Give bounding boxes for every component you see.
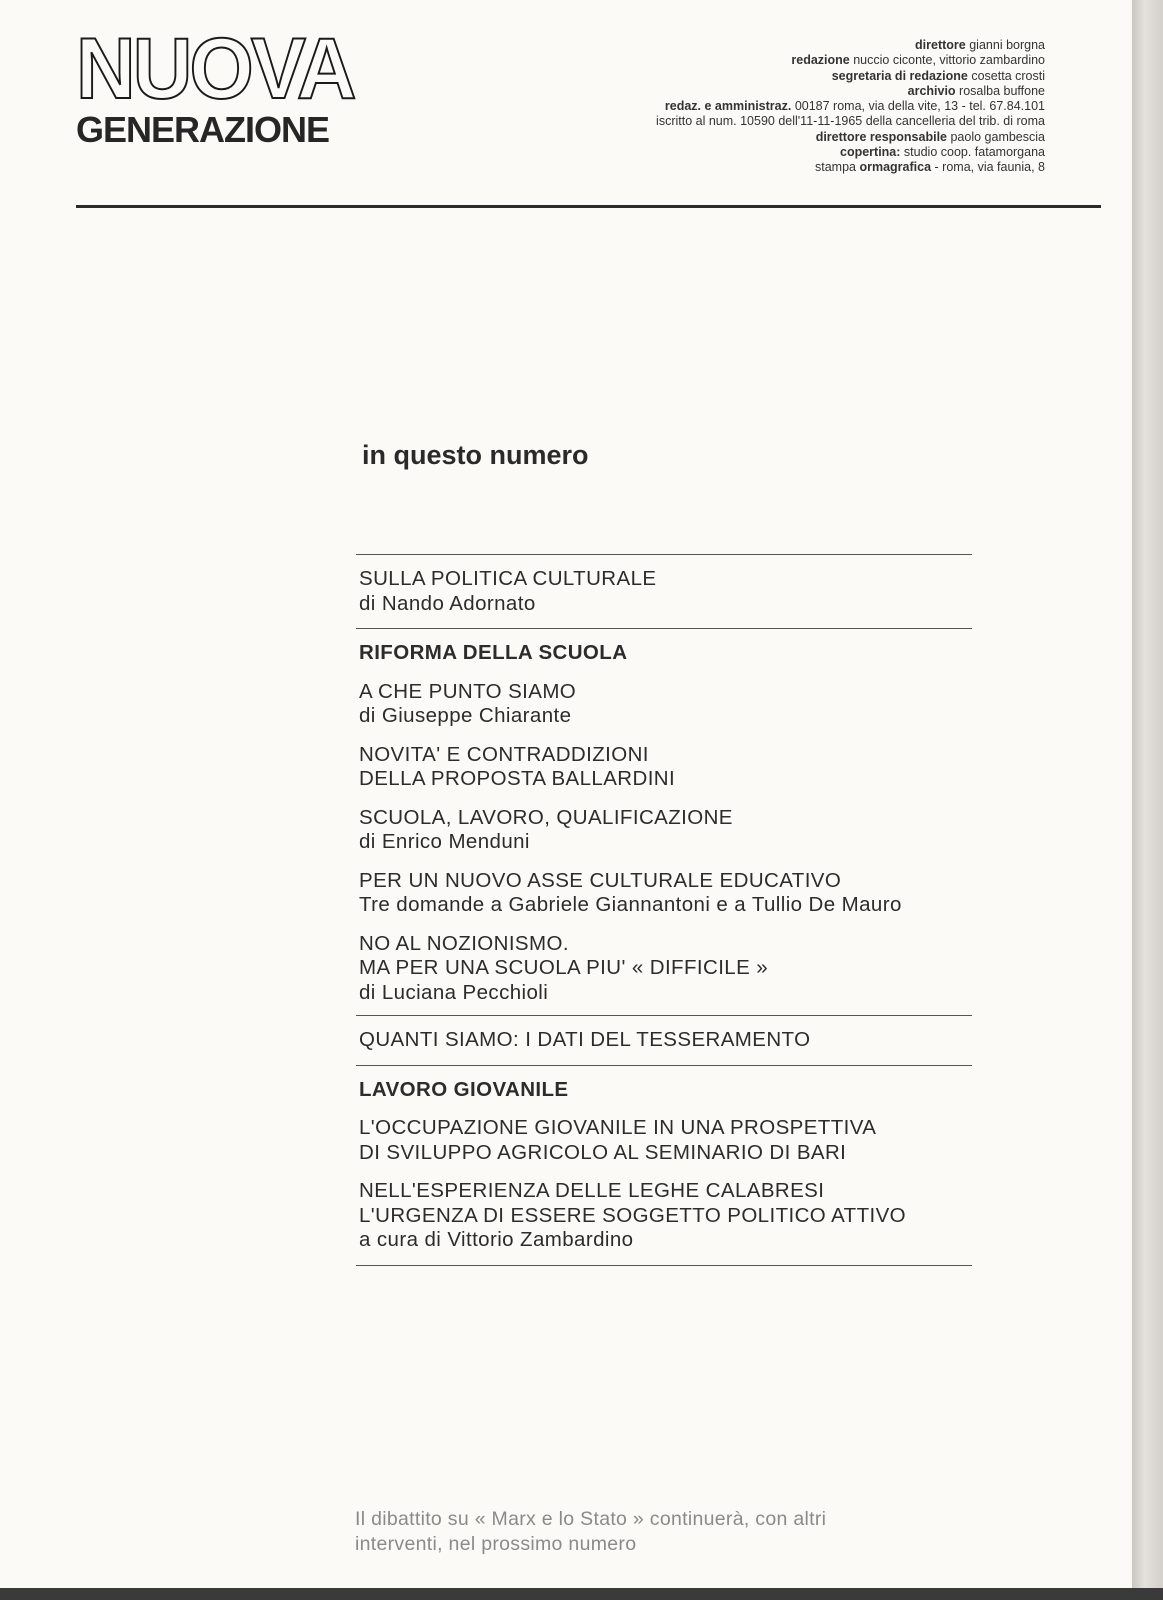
masthead-logo	[76, 21, 365, 150]
footnote-line: Il dibattito su « Marx e lo Stato » continuerà, con altri	[355, 1508, 827, 1530]
page-edge	[1132, 0, 1163, 1600]
toc-divider	[356, 1265, 972, 1266]
entry-author: Tre domande a Gabriele Giannantoni e a Tullio De Mauro	[359, 893, 902, 916]
toc-entry	[359, 743, 969, 792]
entry-title: SCUOLA, LAVORO, QUALIFICAZIONE	[359, 805, 733, 829]
footnote-line: interventi, nel prossimo numero	[355, 1533, 637, 1555]
toc-divider	[356, 554, 972, 555]
toc-entry	[359, 567, 969, 616]
entry-author: di Nando Adornato	[359, 591, 536, 615]
entry-author: a cura di Vittorio Zambardino	[359, 1228, 634, 1251]
toc-section-heading: LAVORO GIOVANILE	[359, 1077, 569, 1101]
table-of-contents	[359, 554, 969, 1266]
entry-title: PER UN NUOVO ASSE CULTURALE EDUCATIVO	[359, 868, 842, 892]
footnote	[355, 1507, 826, 1557]
toc-entry	[359, 1179, 969, 1253]
toc-section-heading: RIFORMA DELLA SCUOLA	[359, 641, 628, 664]
entry-title-line2: DELLA PROPOSTA BALLARDINI	[359, 767, 676, 790]
credit-line: direttore responsabile paolo gambescia	[815, 129, 1045, 144]
entry-title: L'OCCUPAZIONE GIOVANILE IN UNA PROSPETTIVA	[359, 1116, 877, 1139]
header-rule	[76, 205, 1101, 208]
credit-line: direttore gianni borgna	[915, 38, 1045, 52]
toc-entry	[359, 1028, 969, 1053]
entry-title-line2: L'URGENZA DI ESSERE SOGGETTO POLITICO ATTIVO	[359, 1203, 907, 1227]
entry-title: NELL'ESPERIENZA DELLE LEGHE CALABRESI	[359, 1179, 825, 1202]
toc-entry	[359, 680, 969, 729]
entry-author: di Giuseppe Chiarante	[359, 704, 572, 727]
logo-nuova: NUOVA	[76, 21, 354, 117]
credit-line: segretaria di redazione cosetta crosti	[831, 68, 1045, 83]
credit-line: iscritto al num. 10590 dell'11-11-1965 della cancelleria del trib. di roma	[656, 114, 1045, 129]
entry-title: SULLA POLITICA CULTURALE	[359, 567, 657, 590]
entry-author: di Enrico Menduni	[359, 830, 530, 853]
credit-line: redaz. e amministraz. 00187 roma, via della vite, 13 - tel. 67.84.101	[664, 99, 1045, 114]
credit-line: redazione nuccio ciconte, vittorio zambardino	[791, 53, 1045, 68]
toc-entry	[359, 1116, 969, 1165]
credit-line: stampa ormagrafica - roma, via faunia, 8	[815, 160, 1045, 175]
entry-title: QUANTI SIAMO: I DATI DEL TESSERAMENTO	[359, 1028, 811, 1051]
entry-title-line2: MA PER UNA SCUOLA PIU' « DIFFICILE »	[359, 956, 769, 979]
credit-line: archivio rosalba buffone	[907, 83, 1045, 98]
toc-entry	[359, 869, 969, 918]
toc-divider	[356, 628, 972, 629]
toc-divider	[356, 1065, 972, 1066]
entry-title: NOVITA' E CONTRADDIZIONI	[359, 742, 649, 766]
entry-author: di Luciana Pecchioli	[359, 980, 549, 1004]
logo-generazione: GENERAZIONE	[76, 109, 330, 150]
toc-entry	[359, 806, 969, 855]
entry-title: NO AL NOZIONISMO.	[359, 931, 569, 955]
credit-line: copertina: studio coop. fatamorgana	[840, 145, 1045, 160]
bottom-edge	[0, 1588, 1163, 1600]
entry-title-line2: DI SVILUPPO AGRICOLO AL SEMINARIO DI BARI	[359, 1140, 847, 1164]
toc-divider	[356, 1015, 972, 1016]
toc-heading: in questo numero	[362, 440, 589, 470]
entry-title: A CHE PUNTO SIAMO	[359, 679, 577, 703]
toc-entry	[359, 932, 969, 1006]
editorial-credits	[656, 38, 1045, 176]
